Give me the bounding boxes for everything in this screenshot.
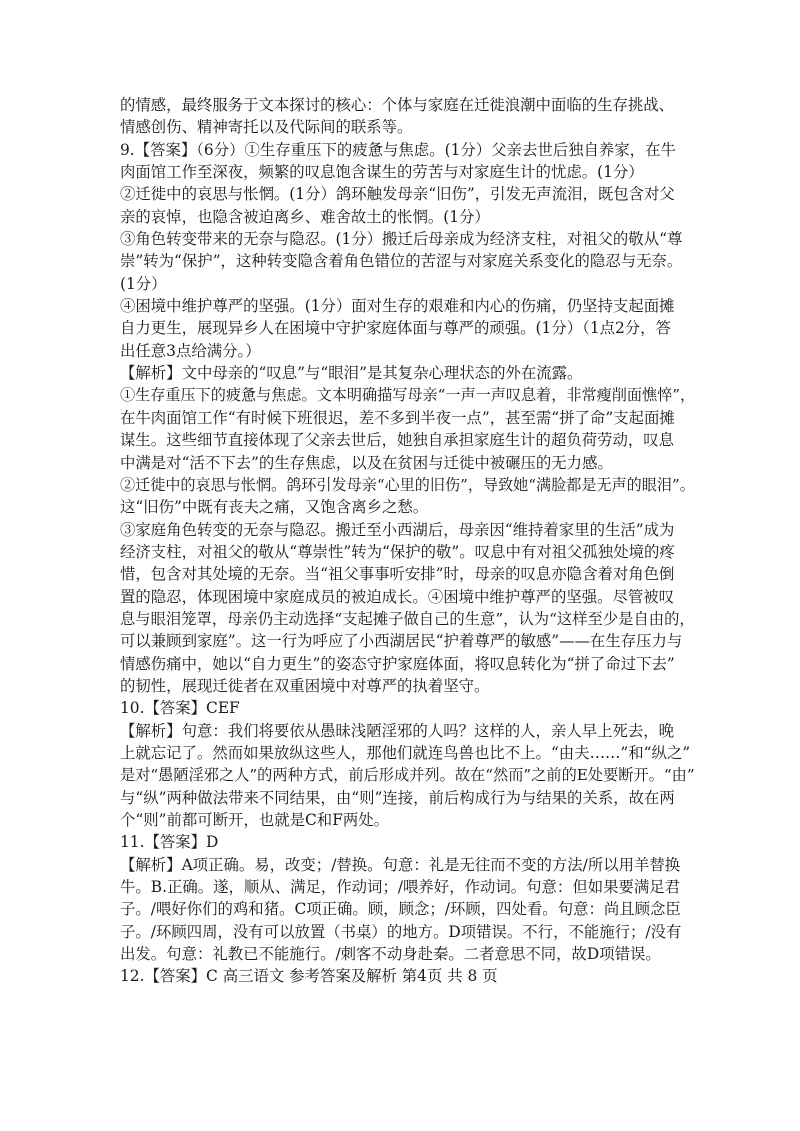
text-line: 上就忘记了。然而如果放纵这些人，那他们就连鸟兽也比不上。“由夫……”和“纵之”	[120, 743, 691, 762]
text-line: 情感伤痛中，她以“自力更生”的姿态守护家庭体面，将叹息转化为“拼了命过下去”	[120, 654, 675, 673]
text-line: 在牛肉面馆工作“有时候下班很迟，差不多到半夜一点”，甚至需“拼了命”支起面摊	[120, 408, 675, 427]
text-line: 谋生。这些细节直接体现了父亲去世后，她独自承担家庭生计的超负荷劳动，叹息	[120, 431, 675, 450]
text-line: 出发。句意：礼教已不能施行。/刺客不动身赴秦。二者意思不同，故D项错误。	[120, 945, 661, 964]
text-line: 【解析】句意：我们将要依从愚昧浅陋淫邪的人吗？这样的人，亲人早上死去，晚	[120, 721, 675, 740]
text-line: 个“则”前都可断开，也就是C和F两处。	[120, 811, 390, 829]
text-line: 息与眼泪笼罩，母亲仍主动选择“支起摊子做自己的生意”，认为“这样至少是自由的，	[120, 609, 695, 628]
text-line: ②迁徙中的哀思与怅惘。鸽环引发母亲“心里的旧伤”，导致她“满脸都是无声的眼泪”。	[120, 475, 695, 494]
text-line: 惜，包含对其处境的无奈。当“祖父事事听安排”时，母亲的叹息亦隐含着对角色倒	[120, 565, 675, 584]
text-line: 这“旧伤”中既有丧夫之痛，又饱含离乡之愁。	[120, 498, 429, 517]
text-line: 9.【答案】（6分）①生存重压下的疲惫与焦虑。(1分）父亲去世后独自养家，在牛	[120, 140, 676, 159]
text-line: 经济支柱，对祖父的敬从“尊崇性”转为“保护的敬”。叹息中有对祖父孤独处境的疼	[120, 542, 675, 561]
text-line: 牛。B.正确。遂，顺从、满足，作动词；/喂养好，作动词。句意：但如果要满足君	[120, 878, 681, 897]
text-line: 可以兼顾到家庭”。这一行为呼应了小西湖居民“护着尊严的敏感”——在生存压力与	[120, 632, 683, 651]
text-line: 自力更生，展现异乡人在困境中守护家庭体面与尊严的顽强。(1分）（1点2分，答	[120, 319, 671, 338]
text-line: 12.【答案】C 高三语文 参考答案及解析 第4页 共 8 页	[120, 967, 498, 986]
text-line: 崇”转为“保护”，这种转变隐含着角色错位的苦涩与对家庭关系变化的隐忍与无奈。	[120, 252, 683, 271]
text-line: 是对“愚陋淫邪之人”的两种方式，前后形成并列。故在“然而”之前的E处要断开。“由”	[120, 766, 695, 785]
text-line: 11.【答案】D	[120, 833, 219, 852]
text-line: 情感创伤、精神寄托以及代际间的联系等。	[120, 118, 413, 137]
text-line: 10.【答案】CEF	[120, 699, 240, 718]
text-line: 的情感，最终服务于文本探讨的核心：个体与家庭在迁徙浪潮中面临的生存挑战、	[120, 96, 675, 114]
text-line: 的韧性，展现迁徙者在双重困境中对尊严的执着坚守。	[120, 676, 490, 695]
text-line: 亲的哀悼，也隐含被迫离乡、难舍故土的怅惘。(1分）	[120, 207, 490, 226]
text-line: 中满是对“活不下去”的生存焦虑，以及在贫困与迁徙中被碾压的无力感。	[120, 453, 613, 472]
text-line: 【解析】文中母亲的“叹息”与“眼泪”是其复杂心理状态的外在流露。	[120, 364, 583, 383]
text-line: 与“纵”两种做法带来不同结果，由“则”连接，前后构成行为与结果的关系，故在两	[120, 788, 675, 807]
text-line: ④困境中维护尊严的坚强。(1分）面对生存的艰难和内心的伤痛，仍坚持支起面摊	[120, 297, 675, 316]
text-line: 子。/环顾四周，没有可以放置（书桌）的地方。D项错误。不行，不能施行；/没有	[120, 922, 682, 941]
text-line: 置的隐忍，体现困境中家庭成员的被迫成长。④困境中维护尊严的坚强。尽管被叹	[120, 587, 675, 606]
text-line: 子。/喂好你们的鸡和猪。C项正确。顾，顾念；/环顾，四处看。句意：尚且顾念臣	[120, 900, 681, 919]
text-line: ③家庭角色转变的无奈与隐忍。搬迁至小西湖后，母亲因“维持着家里的生活”成为	[120, 520, 675, 539]
text-line: ②迁徙中的哀思与怅惘。(1分）鸽环触发母亲“旧伤”，引发无声流泪，既包含对父	[120, 185, 675, 204]
text-line: 【解析】A项正确。易，改变；/替换。句意：礼是无往而不变的方法/所以用羊替换	[120, 855, 681, 874]
text-line: ③角色转变带来的无奈与隐忍。(1分）搬迁后母亲成为经济支柱，对祖父的敬从“尊	[120, 230, 683, 249]
text-line: 肉面馆工作至深夜，频繁的叹息饱含谋生的劳苦与对家庭生计的忧虑。(1分）	[120, 163, 644, 182]
text-line: 出任意3点给满分。）	[120, 341, 261, 360]
text-line: (1分）	[120, 274, 167, 293]
text-line: ①生存重压下的疲惫与焦虑。文本明确描写母亲“一声一声叹息着，非常瘦削面憔悴”，	[120, 386, 696, 405]
answer-text-block	[120, 94, 695, 988]
